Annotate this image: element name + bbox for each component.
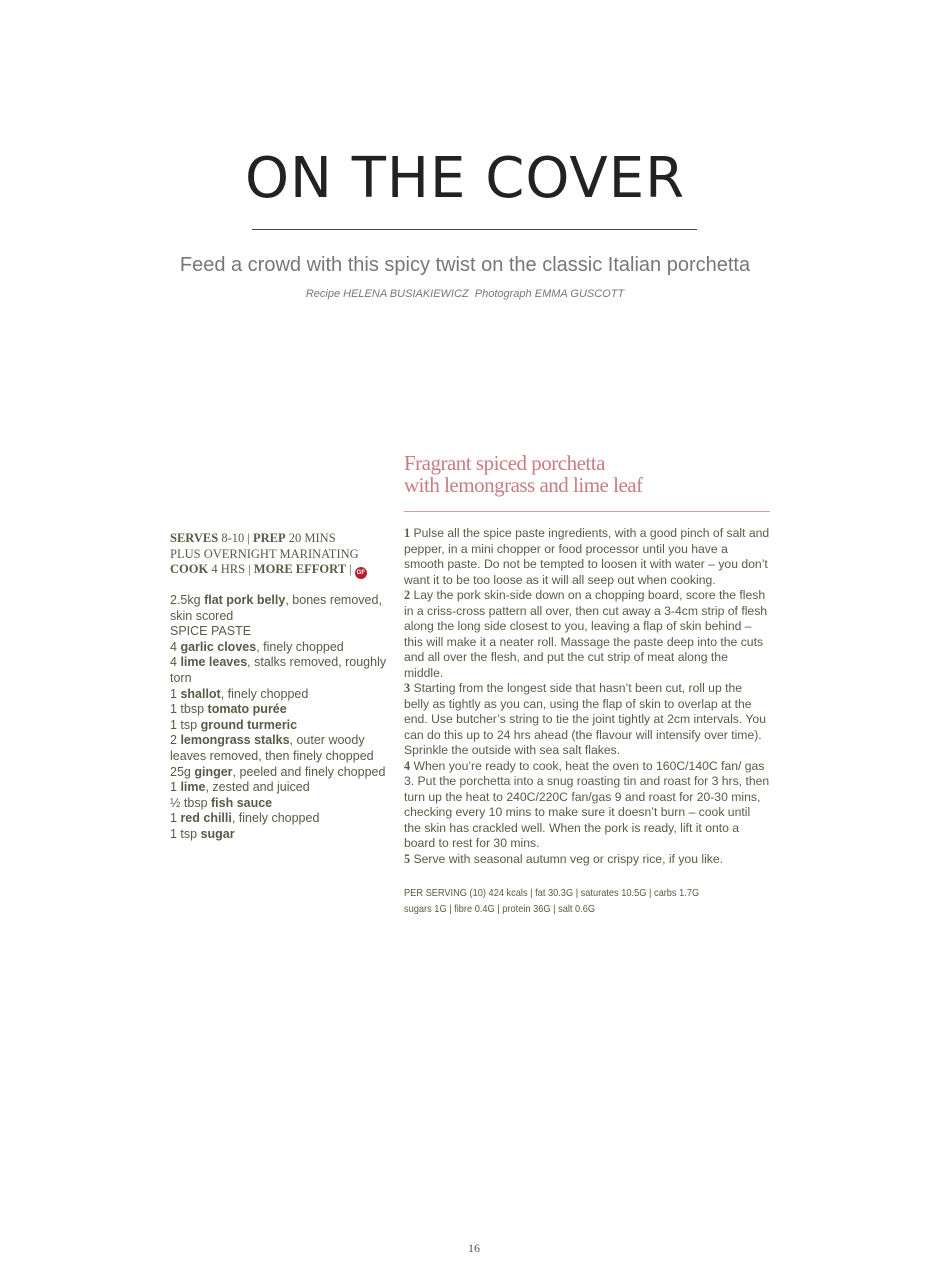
ingredient-post: , finely chopped: [256, 639, 344, 654]
ingredient-item: [170, 655, 390, 686]
ingredient-item: [170, 593, 390, 624]
page-number: 16: [468, 1241, 480, 1255]
method-step: [404, 526, 770, 588]
method: [404, 526, 770, 867]
step-text: Starting from the longest side that hasn’t been cut, roll up the belly as tightly as you can, using the flap of skin to overlap at the end. Use butcher’s string to tie the joint tightly at 2cm intervals. You can do this up to 24 hrs ahead (the flavour will intensify over time). Sprinkle the outside with sea salt flakes.: [404, 681, 766, 757]
recipe-title-line: Fragrant spiced porchetta: [404, 451, 605, 475]
ingredient-post: , bones removed, skin scored: [170, 593, 382, 623]
step-text: When you’re ready to cook, heat the oven to 160C/140C fan/ gas 3. Put the porchetta into a snug roasting tin and roast for 3 hrs, then turn up the heat to 240C/220C fan/gas 9 and roast for 20-30 mins, checking every 10 mins to make sure it doesn’t burn – cook until the skin has crackled well. When the pork is ready, lift it onto a board to rest for 30 mins.: [404, 758, 770, 850]
step-number: 4: [404, 758, 411, 773]
ingredient-bold: sugar: [200, 826, 235, 841]
recipe-credit-label: Recipe: [305, 288, 341, 300]
ingredient-pre: 1: [170, 780, 181, 795]
ingredient-item: [170, 780, 390, 796]
effort-level: MORE EFFORT: [253, 562, 347, 576]
photo-credit-name: EMMA GUSCOTT: [534, 288, 625, 300]
ingredient-bold: garlic cloves: [180, 639, 257, 654]
step-number: 1: [404, 526, 411, 540]
serves-value: 8-10: [221, 531, 245, 545]
recipe-title-line: with lemongrass and lime leaf: [404, 473, 643, 497]
cook-value: 4 HRS: [211, 562, 246, 576]
ingredients-list: [170, 593, 390, 843]
ingredient-item: [170, 827, 390, 843]
step-number: 2: [404, 588, 411, 602]
ingredient-bold: fish sauce: [211, 795, 273, 810]
recipe-credit-name: HELENA BUSIAKIEWICZ: [343, 288, 469, 300]
ingredient-pre: 1 tsp: [170, 826, 201, 841]
page-title: ON THE COVER: [244, 146, 686, 211]
ingredient-pre: ½ tbsp: [170, 795, 211, 810]
ingredient-item: [170, 733, 390, 764]
ingredient-bold: shallot: [180, 686, 221, 701]
ingredient-bold: ginger: [194, 764, 233, 779]
step-number: 3: [404, 681, 411, 695]
step-number: 5: [404, 851, 411, 866]
ingredient-post: , finely chopped: [220, 686, 309, 701]
method-step: [404, 681, 770, 759]
ingredient-bold: tomato purée: [207, 702, 287, 717]
step-text: Pulse all the spice paste ingredients, with a good pinch of salt and pepper, in a mini chopper or food processor until you have a smooth paste. Do not be tempted to loosen it with water – you don’t want it to be too loose as it will all seep out when cooking.: [404, 526, 770, 587]
ingredient-pre: SPICE PASTE: [170, 624, 252, 639]
ingredient-post: , stalks removed, roughly torn: [170, 655, 387, 685]
cook-label: COOK: [170, 562, 209, 576]
ingredient-bold: red chilli: [180, 811, 232, 826]
prep-label: PREP: [253, 531, 286, 545]
method-step: [404, 588, 770, 681]
ingredient-bold: lime leaves: [180, 655, 248, 670]
ingredient-post: , finely chopped: [231, 811, 320, 826]
method-step: [404, 852, 770, 868]
standfirst: Feed a crowd with this spicy twist on the classic Italian porchetta: [179, 254, 751, 276]
recipe-meta: SERVES 8-10 | PREP 20 MINS PLUS OVERNIGHT MARINATING COOK 4 HRS | MORE EFFORT | GF: [170, 531, 390, 579]
gluten-free-badge-icon: GF: [355, 567, 367, 579]
ingredient-item: [170, 624, 390, 640]
nutrition-line: PER SERVING (10) 424 kcals | fat 30.3G | saturates 10.5G | carbs 1.7G: [404, 887, 700, 899]
prep-value: 20 MINS: [288, 531, 336, 545]
recipe-divider: [404, 511, 770, 512]
ingredient-pre: 2.5kg: [170, 593, 205, 607]
ingredient-pre: 1: [170, 686, 181, 701]
ingredient-item: [170, 796, 390, 812]
step-text: Serve with seasonal autumn veg or crispy rice, if you like.: [410, 851, 724, 866]
method-step: [404, 759, 770, 852]
ingredient-pre: 1 tsp: [170, 717, 201, 732]
ingredient-item: [170, 640, 390, 656]
recipe-title: [404, 452, 643, 496]
ingredient-pre: 4: [170, 655, 181, 670]
ingredient-bold: flat pork belly: [204, 593, 286, 607]
ingredient-item: [170, 702, 390, 718]
nutrition-info: [404, 885, 774, 917]
title-divider: [252, 229, 697, 230]
ingredient-item: [170, 811, 390, 827]
ingredient-post: , outer woody leaves removed, then finely chopped: [170, 733, 374, 763]
ingredient-pre: 25g: [170, 764, 195, 779]
ingredient-pre: 2: [170, 733, 181, 748]
ingredient-item: [170, 718, 390, 734]
ingredient-post: , zested and juiced: [205, 780, 310, 795]
credits: [0, 288, 930, 300]
nutrition-line: sugars 1G | fibre 0.4G | protein 36G | salt 0.6G: [404, 903, 596, 915]
ingredient-pre: 1: [170, 811, 181, 826]
ingredient-bold: lime: [180, 780, 206, 795]
serves-label: SERVES: [170, 531, 219, 545]
ingredient-pre: 1 tbsp: [170, 702, 208, 717]
prep-extra: PLUS OVERNIGHT MARINATING: [170, 546, 359, 561]
ingredient-bold: ground turmeric: [200, 717, 298, 732]
ingredient-item: [170, 765, 390, 781]
ingredient-post: , peeled and finely chopped: [232, 764, 386, 779]
ingredient-bold: lemongrass stalks: [180, 733, 290, 748]
photo-credit-label: Photograph: [474, 288, 532, 300]
ingredient-pre: 4: [170, 639, 181, 654]
ingredient-item: [170, 687, 390, 703]
step-text: Lay the pork skin-side down on a chopping board, score the flesh in a criss-cross pattern all over, then cut away a 3-4cm strip of flesh along the long side closest to you, leaving a flap of skin behind – this will make it a neater roll. Massage the paste deep into the cuts and all over the flesh, and put the cut strip of meat along the middle.: [404, 588, 768, 680]
